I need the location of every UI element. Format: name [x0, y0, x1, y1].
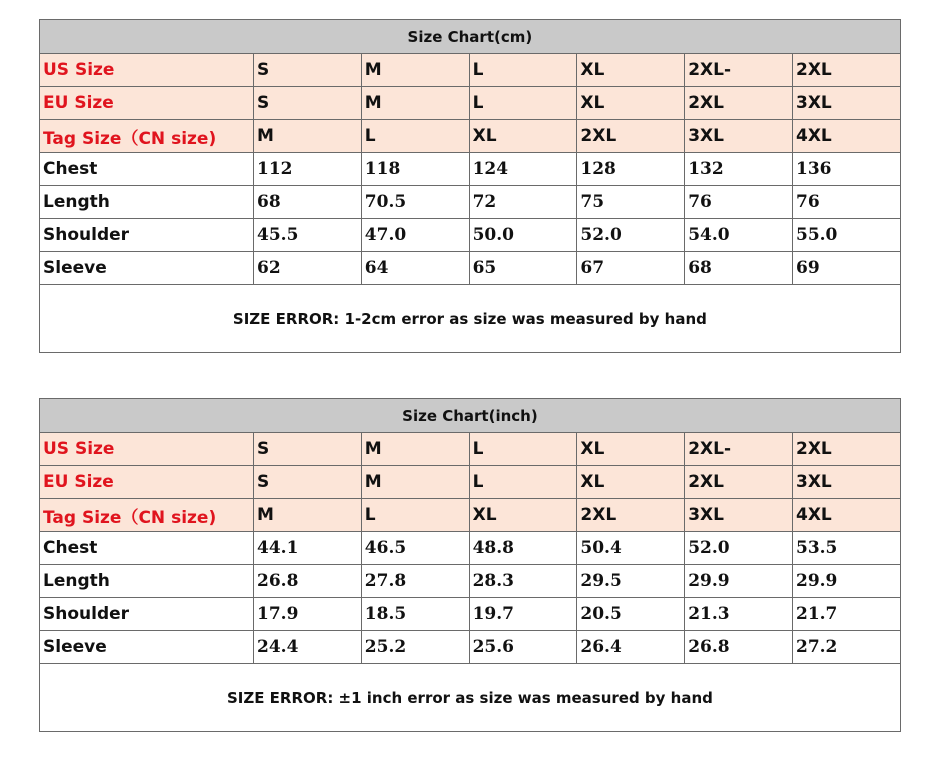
measurement-value: 76	[685, 186, 793, 219]
measurement-value: 64	[361, 252, 469, 285]
measurement-value: 112	[254, 153, 362, 186]
note-row	[40, 285, 901, 353]
measurement-label: Chest	[40, 532, 254, 565]
size-cell: L	[469, 466, 577, 499]
size-chart-inch-body	[40, 399, 901, 732]
measurement-value: 65	[469, 252, 577, 285]
size-system-label: US Size	[40, 433, 254, 466]
size-cell: L	[361, 499, 469, 532]
note-row	[40, 664, 901, 732]
size-cell: M	[254, 120, 362, 153]
measurement-value: 26.8	[254, 565, 362, 598]
size-cell: M	[361, 466, 469, 499]
size-cell: XL	[577, 54, 685, 87]
measurement-value: 124	[469, 153, 577, 186]
measurement-value: 72	[469, 186, 577, 219]
measurement-row	[40, 186, 901, 219]
size-row	[40, 120, 901, 153]
measurement-label: Shoulder	[40, 219, 254, 252]
measurement-value: 50.0	[469, 219, 577, 252]
chart-title: Size Chart(cm)	[40, 20, 901, 54]
size-cell: XL	[469, 499, 577, 532]
size-row	[40, 433, 901, 466]
size-cell: 2XL	[577, 499, 685, 532]
measurement-value: 48.8	[469, 532, 577, 565]
measurement-row	[40, 565, 901, 598]
size-chart-inch-table	[39, 398, 901, 732]
size-cell: L	[469, 54, 577, 87]
measurement-value: 26.8	[685, 631, 793, 664]
size-system-label: EU Size	[40, 87, 254, 120]
measurement-row	[40, 219, 901, 252]
measurement-value: 21.7	[792, 598, 900, 631]
size-chart-cm-table	[39, 19, 901, 353]
size-cell: 2XL-	[685, 433, 793, 466]
size-cell: 3XL	[792, 466, 900, 499]
size-cell: L	[469, 433, 577, 466]
measurement-label: Shoulder	[40, 598, 254, 631]
size-cell: S	[254, 433, 362, 466]
size-cell: 2XL-	[685, 54, 793, 87]
measurement-label: Chest	[40, 153, 254, 186]
measurement-value: 26.4	[577, 631, 685, 664]
measurement-value: 52.0	[577, 219, 685, 252]
measurement-value: 29.9	[685, 565, 793, 598]
size-cell: M	[254, 499, 362, 532]
size-cell: 2XL	[685, 466, 793, 499]
size-cell: M	[361, 87, 469, 120]
measurement-value: 29.9	[792, 565, 900, 598]
measurement-row	[40, 631, 901, 664]
size-cell: M	[361, 433, 469, 466]
measurement-value: 53.5	[792, 532, 900, 565]
measurement-value: 44.1	[254, 532, 362, 565]
measurement-value: 132	[685, 153, 793, 186]
size-cell: XL	[577, 433, 685, 466]
measurement-value: 20.5	[577, 598, 685, 631]
measurement-value: 55.0	[792, 219, 900, 252]
size-cell: L	[469, 87, 577, 120]
size-cell: M	[361, 54, 469, 87]
measurement-label: Sleeve	[40, 631, 254, 664]
chart-title-row	[40, 20, 901, 54]
size-system-label: EU Size	[40, 466, 254, 499]
measurement-value: 45.5	[254, 219, 362, 252]
measurement-value: 67	[577, 252, 685, 285]
measurement-value: 46.5	[361, 532, 469, 565]
measurement-value: 29.5	[577, 565, 685, 598]
size-system-label: Tag Size（CN size)	[40, 120, 254, 153]
chart-title-row	[40, 399, 901, 433]
measurement-value: 24.4	[254, 631, 362, 664]
measurement-value: 68	[685, 252, 793, 285]
measurement-value: 76	[792, 186, 900, 219]
measurement-value: 54.0	[685, 219, 793, 252]
measurement-value: 25.2	[361, 631, 469, 664]
measurement-row	[40, 153, 901, 186]
size-cell: 2XL	[577, 120, 685, 153]
measurement-value: 70.5	[361, 186, 469, 219]
size-cell: 4XL	[792, 120, 900, 153]
size-cell: L	[361, 120, 469, 153]
measurement-value: 21.3	[685, 598, 793, 631]
measurement-label: Length	[40, 186, 254, 219]
measurement-value: 28.3	[469, 565, 577, 598]
size-cell: 3XL	[792, 87, 900, 120]
size-cell: 2XL	[685, 87, 793, 120]
size-row	[40, 499, 901, 532]
size-error-note: SIZE ERROR: ±1 inch error as size was measured by hand	[40, 664, 901, 732]
measurement-value: 68	[254, 186, 362, 219]
measurement-row	[40, 252, 901, 285]
measurement-value: 25.6	[469, 631, 577, 664]
size-chart-cm-body	[40, 20, 901, 353]
measurement-value: 17.9	[254, 598, 362, 631]
measurement-label: Sleeve	[40, 252, 254, 285]
size-error-note: SIZE ERROR: 1-2cm error as size was measured by hand	[40, 285, 901, 353]
size-cell: 3XL	[685, 120, 793, 153]
size-system-label: US Size	[40, 54, 254, 87]
measurement-value: 27.2	[792, 631, 900, 664]
size-cell: S	[254, 466, 362, 499]
size-system-label: Tag Size（CN size)	[40, 499, 254, 532]
measurement-value: 52.0	[685, 532, 793, 565]
size-cell: 4XL	[792, 499, 900, 532]
measurement-value: 118	[361, 153, 469, 186]
size-cell: S	[254, 87, 362, 120]
size-cell: XL	[469, 120, 577, 153]
measurement-value: 69	[792, 252, 900, 285]
measurement-value: 136	[792, 153, 900, 186]
chart-title: Size Chart(inch)	[40, 399, 901, 433]
measurement-value: 50.4	[577, 532, 685, 565]
size-row	[40, 87, 901, 120]
measurement-value: 19.7	[469, 598, 577, 631]
measurement-value: 47.0	[361, 219, 469, 252]
measurement-value: 18.5	[361, 598, 469, 631]
measurement-value: 27.8	[361, 565, 469, 598]
size-cell: 2XL	[792, 433, 900, 466]
measurement-value: 75	[577, 186, 685, 219]
size-cell: XL	[577, 87, 685, 120]
measurement-value: 128	[577, 153, 685, 186]
size-row	[40, 54, 901, 87]
measurement-value: 62	[254, 252, 362, 285]
size-row	[40, 466, 901, 499]
size-cell: XL	[577, 466, 685, 499]
size-cell: S	[254, 54, 362, 87]
measurement-label: Length	[40, 565, 254, 598]
size-cell: 2XL	[792, 54, 900, 87]
measurement-row	[40, 598, 901, 631]
size-cell: 3XL	[685, 499, 793, 532]
measurement-row	[40, 532, 901, 565]
